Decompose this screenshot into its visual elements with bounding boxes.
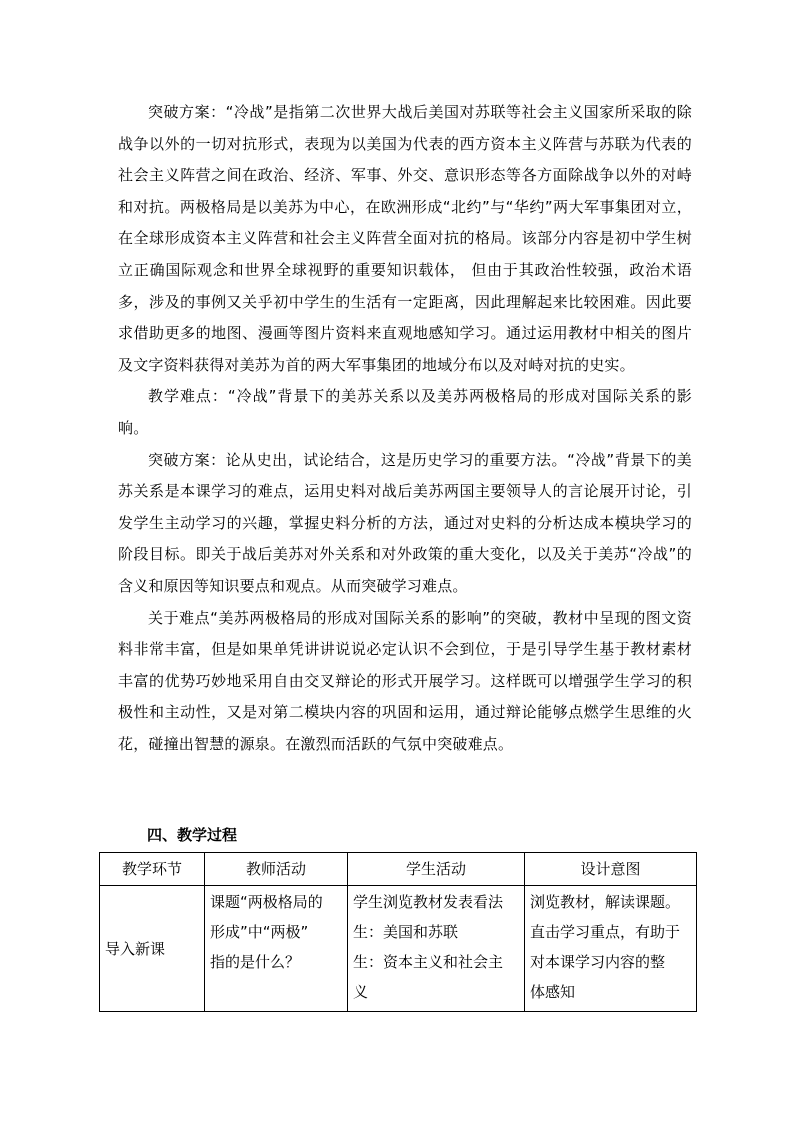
header-phase: 教学环节 — [100, 853, 205, 886]
cell-student-activity — [348, 886, 525, 1012]
cell-phase: 导入新课 — [100, 886, 205, 1012]
table-header-row — [100, 853, 697, 886]
teacher-line: 指的是什么？ — [210, 953, 301, 971]
student-line: 学生浏览教材发表看法 — [353, 893, 504, 911]
table-row — [100, 886, 697, 1012]
intent-line: 直击学习重点，有助于 — [530, 923, 681, 941]
paragraph-teaching-difficulty: 教学难点：“冷战”背景下的美苏关系以及美苏两极格局的形成对国际关系的影响。 — [118, 387, 692, 437]
section-title: 四、教学过程 — [147, 826, 238, 844]
student-line: 生：美国和苏联 — [353, 923, 459, 941]
intent-line: 对本课学习内容的整 — [530, 953, 666, 971]
teaching-process-table — [99, 852, 697, 1012]
paragraph-difficulty-breakthrough: 关于难点“美苏两极格局的形成对国际关系的影响”的突破，教材中呈现的图文资料非常丰富，但是如果单凭讲讲说说必定认识不会到位，于是引导学生基于教材素材丰富的优势巧妙地采用自由交叉辩论的形式开展学习。这样既可以增强学生学习的积极性和主动性，又是对第二模块内容的巩固和运用，通过辩论能够点燃学生思维的火花，碰撞出智慧的源泉。在激烈而活跃的气氛中突破难点。 — [118, 608, 692, 753]
header-teacher-activity: 教师活动 — [205, 853, 348, 886]
student-line: 义 — [353, 983, 369, 1001]
student-line: 生：资本主义和社会主 — [353, 953, 504, 971]
teacher-line: 形成”中“两极” — [210, 923, 309, 941]
header-design-intent: 设计意图 — [525, 853, 697, 886]
paragraph-breakthrough-plan-1: 突破方案：“冷战”是指第二次世界大战后美国对苏联等社会主义国家所采取的除战争以外的一切对抗形式，表现为以美国为代表的西方资本主义阵营与苏联为代表的社会主义阵营之间在政治、经济、军事、外交、意识形态等各方面除战争以外的对峙和对抗。两极格局是以美苏为中心，在欧洲形成“北约”与“华约”两大军事集团对立，在全球形成资本主义阵营和社会主义阵营全面对抗的格局。该部分内容是初中学生树立正确国际观念和世界全球视野的重要知识载体， 但由于其政治性较强，政治术语多，涉及的事例又关乎初中学生的生活有一定距离，因此理解起来比较困难。因此要求借助更多的地图、漫画等图片资料来直观地感知学习。通过运用教材中相关的图片及文字资料获得对美苏为首的两大军事集团的地域分布以及对峙对抗的史实。 — [118, 103, 692, 374]
header-student-activity: 学生活动 — [348, 853, 525, 886]
intent-line: 浏览教材，解读课题。 — [530, 893, 681, 911]
cell-design-intent — [525, 886, 697, 1012]
cell-teacher-activity — [205, 886, 348, 1012]
intent-line: 体感知 — [530, 983, 576, 1001]
teacher-line: 课题“两极格局的 — [210, 893, 323, 911]
body-text — [118, 97, 692, 760]
paragraph-breakthrough-plan-2: 突破方案：论从史出，试论结合，这是历史学习的重要方法。“冷战”背景下的美苏关系是本课学习的难点，运用史料对战后美苏两国主要领导人的言论展开讨论，引发学生主动学习的兴趣，掌握史料分析的方法，通过对史料的分析达成本模块学习的阶段目标。即关于战后美苏对外关系和对外政策的重大变化，以及关于美苏“冷战”的含义和原因等知识要点和观点。从而突破学习难点。 — [118, 450, 692, 595]
